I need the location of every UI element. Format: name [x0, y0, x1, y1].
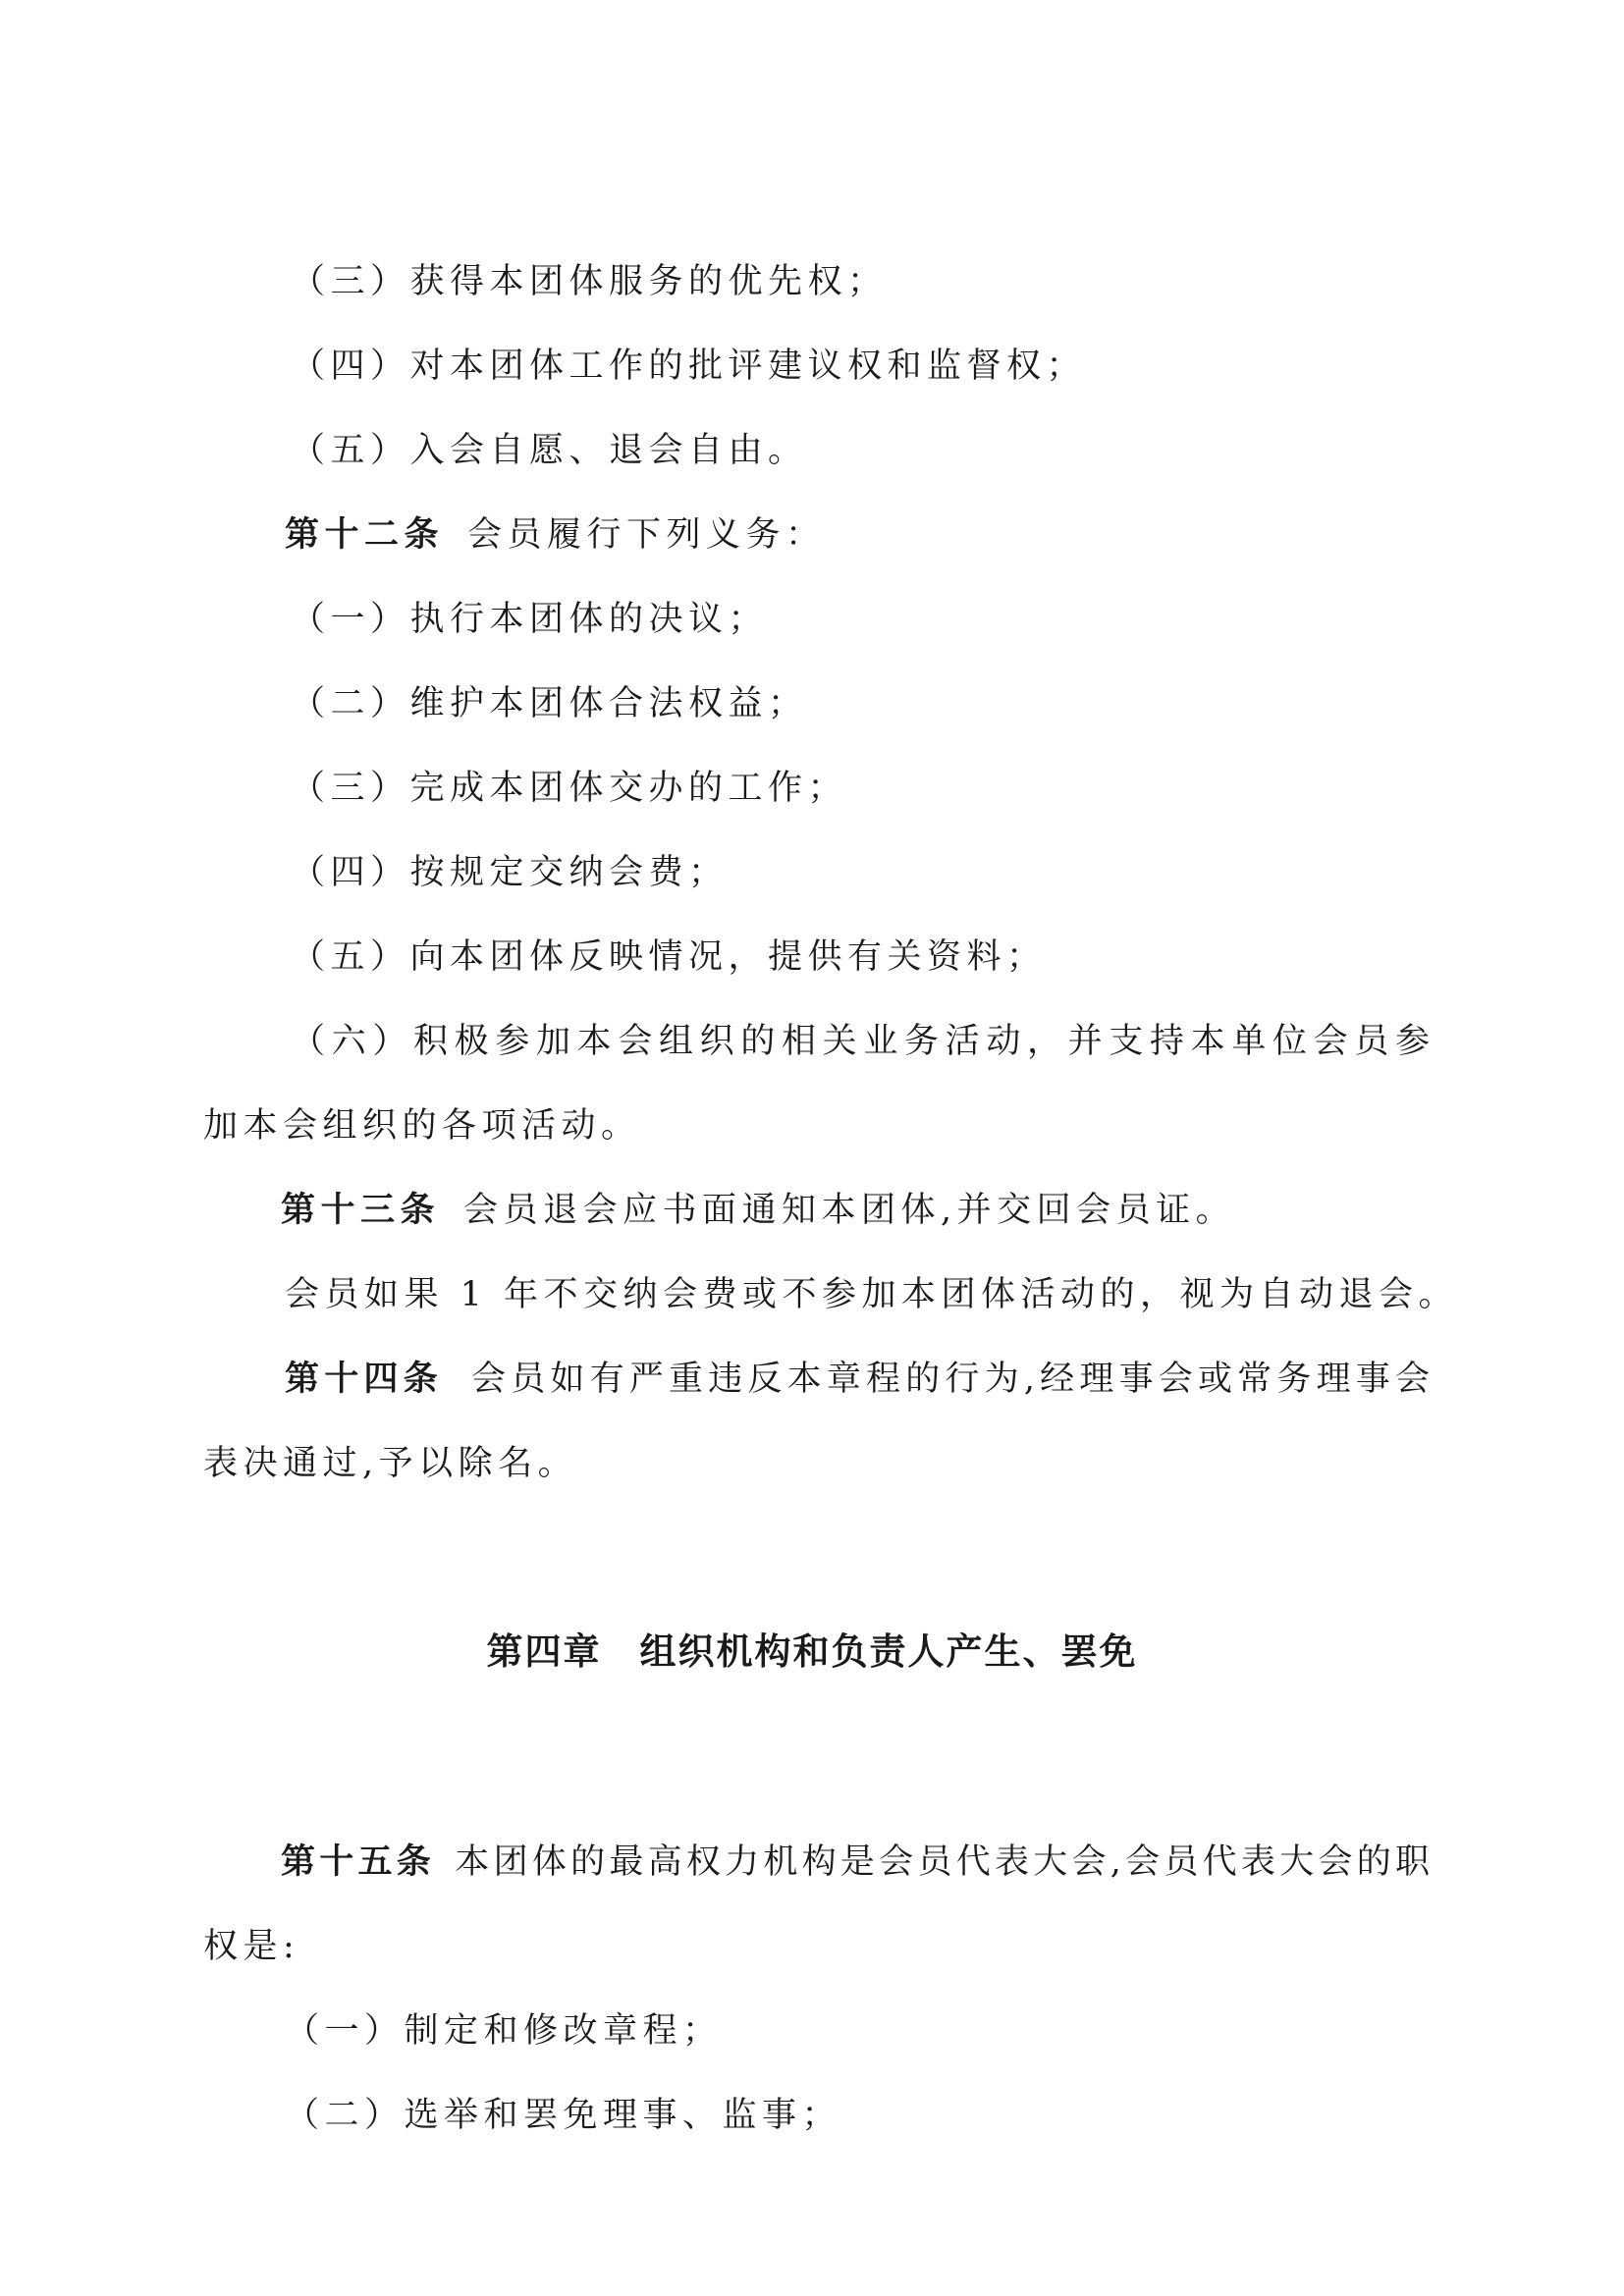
list-item-continuation [203, 1101, 641, 1150]
list-item [291, 764, 847, 813]
paragraph-continuation [203, 1439, 577, 1488]
list-item [291, 933, 1047, 982]
article-label: 第十五条 [281, 1842, 436, 1882]
list-item [291, 848, 729, 897]
article-label: 第十三条 [281, 1191, 441, 1230]
article-14 [285, 1355, 1430, 1404]
list-item [291, 679, 808, 728]
list-item [291, 595, 768, 644]
list-item [285, 2091, 841, 2140]
article-12 [285, 510, 826, 560]
article-15 [281, 1838, 1430, 1887]
paragraph-text: 会员如果 1 年不交纳会费或不参加本团体活动的，视为自动退会。 [285, 1275, 1459, 1314]
paragraph-text: 会员如有严重违反本章程的行为,经理事会或常务理事会 [465, 1360, 1430, 1399]
paragraph [285, 1270, 1458, 1319]
paragraph-text: 会员退会应书面通知本团体,并交回会员证。 [463, 1191, 1236, 1230]
paragraph-text: （二）维护本团体合法权益； [291, 684, 808, 723]
paragraph-text: 加本会组织的各项活动。 [203, 1106, 641, 1146]
paragraph-text: 本团体的最高权力机构是会员代表大会,会员代表大会的职 [451, 1842, 1430, 1882]
article-label: 第十四条 [285, 1360, 443, 1399]
paragraph-text: （四）对本团体工作的批评建议权和监督权； [291, 347, 1087, 386]
paragraph-continuation [203, 1922, 299, 1971]
chapter-heading: 第四章 组织机构和负责人产生、罢免 [486, 1630, 1138, 1673]
paragraph-text: （三）获得本团体服务的优先权； [291, 262, 888, 301]
paragraph-text: 会员履行下列义务： [467, 515, 826, 555]
paragraph-text: （一）执行本团体的决议； [291, 600, 769, 639]
article-13 [281, 1186, 1235, 1235]
list-item [291, 342, 1086, 391]
paragraph-text: （四）按规定交纳会费； [291, 853, 729, 892]
paragraph-text: （六）积极参加本会组织的相关业务活动，并支持本单位会员参 [291, 1022, 1430, 1061]
paragraph-text: （三）完成本团体交办的工作； [291, 769, 848, 808]
list-item [291, 1017, 1430, 1066]
article-label: 第十二条 [285, 515, 445, 555]
paragraph-text: 表决通过,予以除名。 [203, 1444, 578, 1483]
paragraph-text: （一）制定和修改章程； [285, 2011, 723, 2051]
paragraph-text: （二）选举和罢免理事、监事； [285, 2096, 842, 2135]
paragraph-text: （五）入会自愿、退会自由。 [291, 431, 808, 470]
paragraph-text: 权是: [203, 1927, 300, 1966]
paragraph-text: （五）向本团体反映情况，提供有关资料； [291, 937, 1047, 977]
list-item [285, 2006, 723, 2056]
list-item [291, 426, 808, 475]
list-item [291, 257, 888, 306]
